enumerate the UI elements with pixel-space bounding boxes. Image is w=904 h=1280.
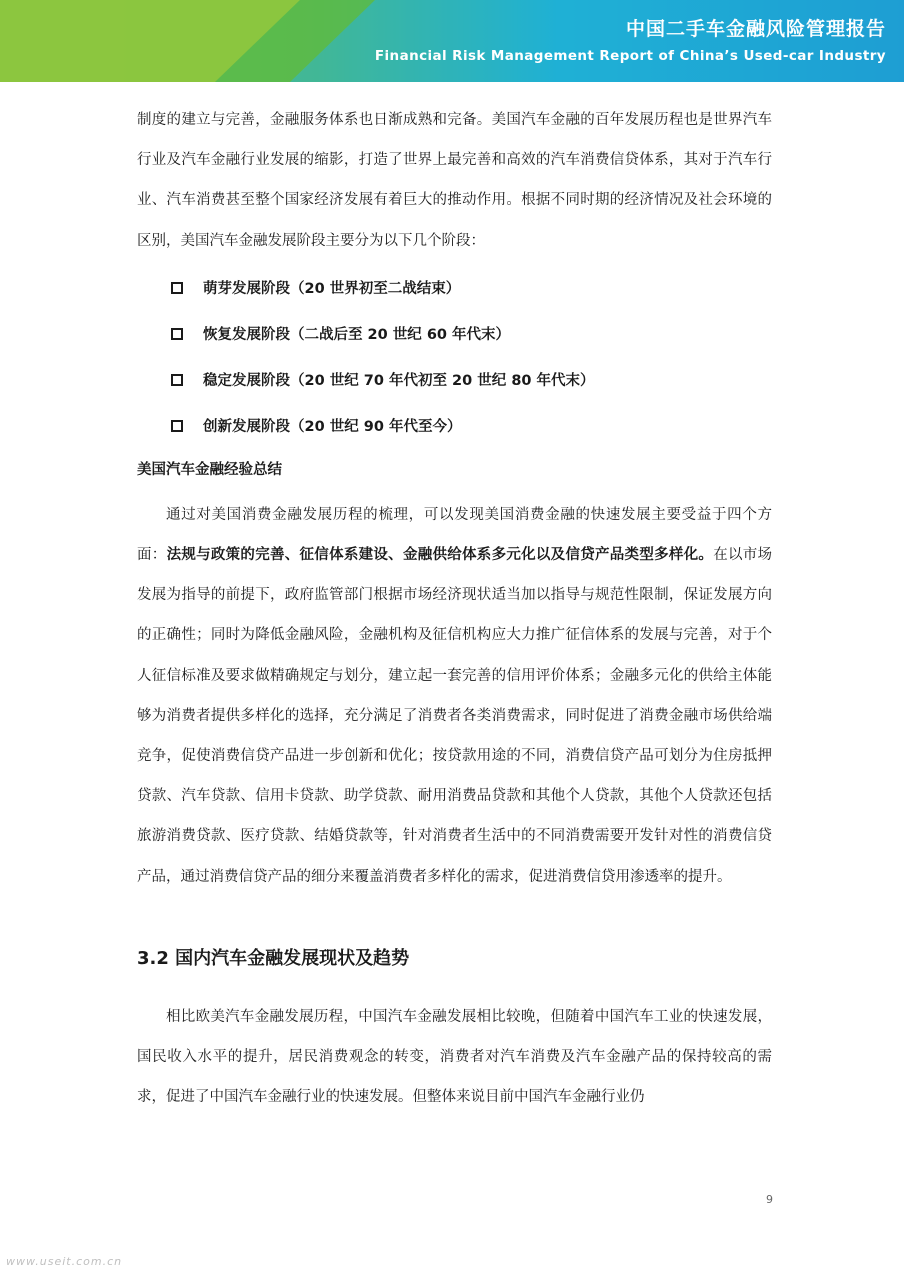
page-content <box>137 100 772 1117</box>
stage-label: 稳定发展阶段（20 世纪 70 年代初至 20 世纪 80 年代末） <box>203 373 595 390</box>
checkbox-bullet-icon <box>171 420 183 432</box>
stage-item <box>137 357 772 403</box>
section-paragraph: 相比欧美汽车金融发展历程，中国汽车金融发展相比较晚，但随着中国汽车工业的快速发展，国民收入水平的提升，居民消费观念的转变，消费者对汽车消费及汽车金融产品的保持较高的需求，促进了中国汽车金融行业的快速发展。但整体来说目前中国汽车金融行业仍 <box>137 1008 772 1106</box>
summary-paragraph <box>137 495 772 897</box>
summary-body: 在以市场发展为指导的前提下，政府监管部门根据市场经济现状适当加以指导与规范性限制，保证发展方向的正确性；同时为降低金融风险，金融机构及征信机构应大力推广征信体系的发展与完善，对于个人征信标准及要求做精确规定与划分，建立起一套完善的信用评价体系；金融多元化的供给主体能够为消费者提供多样化的选择，充分满足了消费者各类消费需求，同时促进了消费金融市场供给端竞争，促使消费信贷产品进一步创新和优化；按贷款用途的不同，消费信贷产品可划分为住房抵押贷款、汽车贷款、信用卡贷款、助学贷款、耐用消费品贷款和其他个人贷款，其他个人贷款还包括旅游消费贷款、医疗贷款、结婚贷款等，针对消费者生活中的不同消费需要开发针对性的消费信贷产品，通过消费信贷产品的细分来覆盖消费者多样化的需求，促进消费信贷用渗透率的提升。 <box>137 547 773 885</box>
checkbox-bullet-icon <box>171 282 183 294</box>
page-number: 9 <box>766 1193 773 1206</box>
intro-paragraph: 制度的建立与完善，金融服务体系也日渐成熟和完备。美国汽车金融的百年发展历程也是世界汽车行业及汽车金融行业发展的缩影，打造了世界上最完善和高效的汽车消费信贷体系，其对于汽车行业、汽车消费甚至整个国家经济发展有着巨大的推动作用。根据不同时期的经济情况及社会环境的区别，美国汽车金融发展阶段主要分为以下几个阶段： <box>137 112 772 249</box>
header-banner <box>0 0 904 82</box>
stage-item <box>137 265 772 311</box>
summary-lead: 通过对美国消费金融发展历程的梳理，可以发现美国消费金融的快速发展主要受益于四个方面： <box>137 506 772 564</box>
stage-list <box>137 265 772 449</box>
stage-label: 萌芽发展阶段（20 世界初至二战结束） <box>203 281 461 298</box>
summary-heading: 美国汽车金融经验总结 <box>137 461 282 478</box>
checkbox-bullet-icon <box>171 374 183 386</box>
section-heading: 3.2 国内汽车金融发展现状及趋势 <box>137 947 410 969</box>
stage-item <box>137 311 772 357</box>
stage-label: 恢复发展阶段（二战后至 20 世纪 60 年代末） <box>203 327 511 344</box>
checkbox-bullet-icon <box>171 328 183 340</box>
header-banner-graphic <box>0 0 904 82</box>
report-title: 中国二手车金融风险管理报告 <box>625 18 886 40</box>
watermark: www.useit.com.cn <box>6 1255 123 1268</box>
summary-highlight: 法规与政策的完善、征信体系建设、金融供给体系多元化以及信贷产品类型多样化。 <box>166 547 714 564</box>
stage-label: 创新发展阶段（20 世纪 90 年代至今） <box>203 419 462 436</box>
stage-item <box>137 403 772 449</box>
report-subtitle: Financial Risk Management Report of China’s Used-car Industry <box>374 48 886 64</box>
